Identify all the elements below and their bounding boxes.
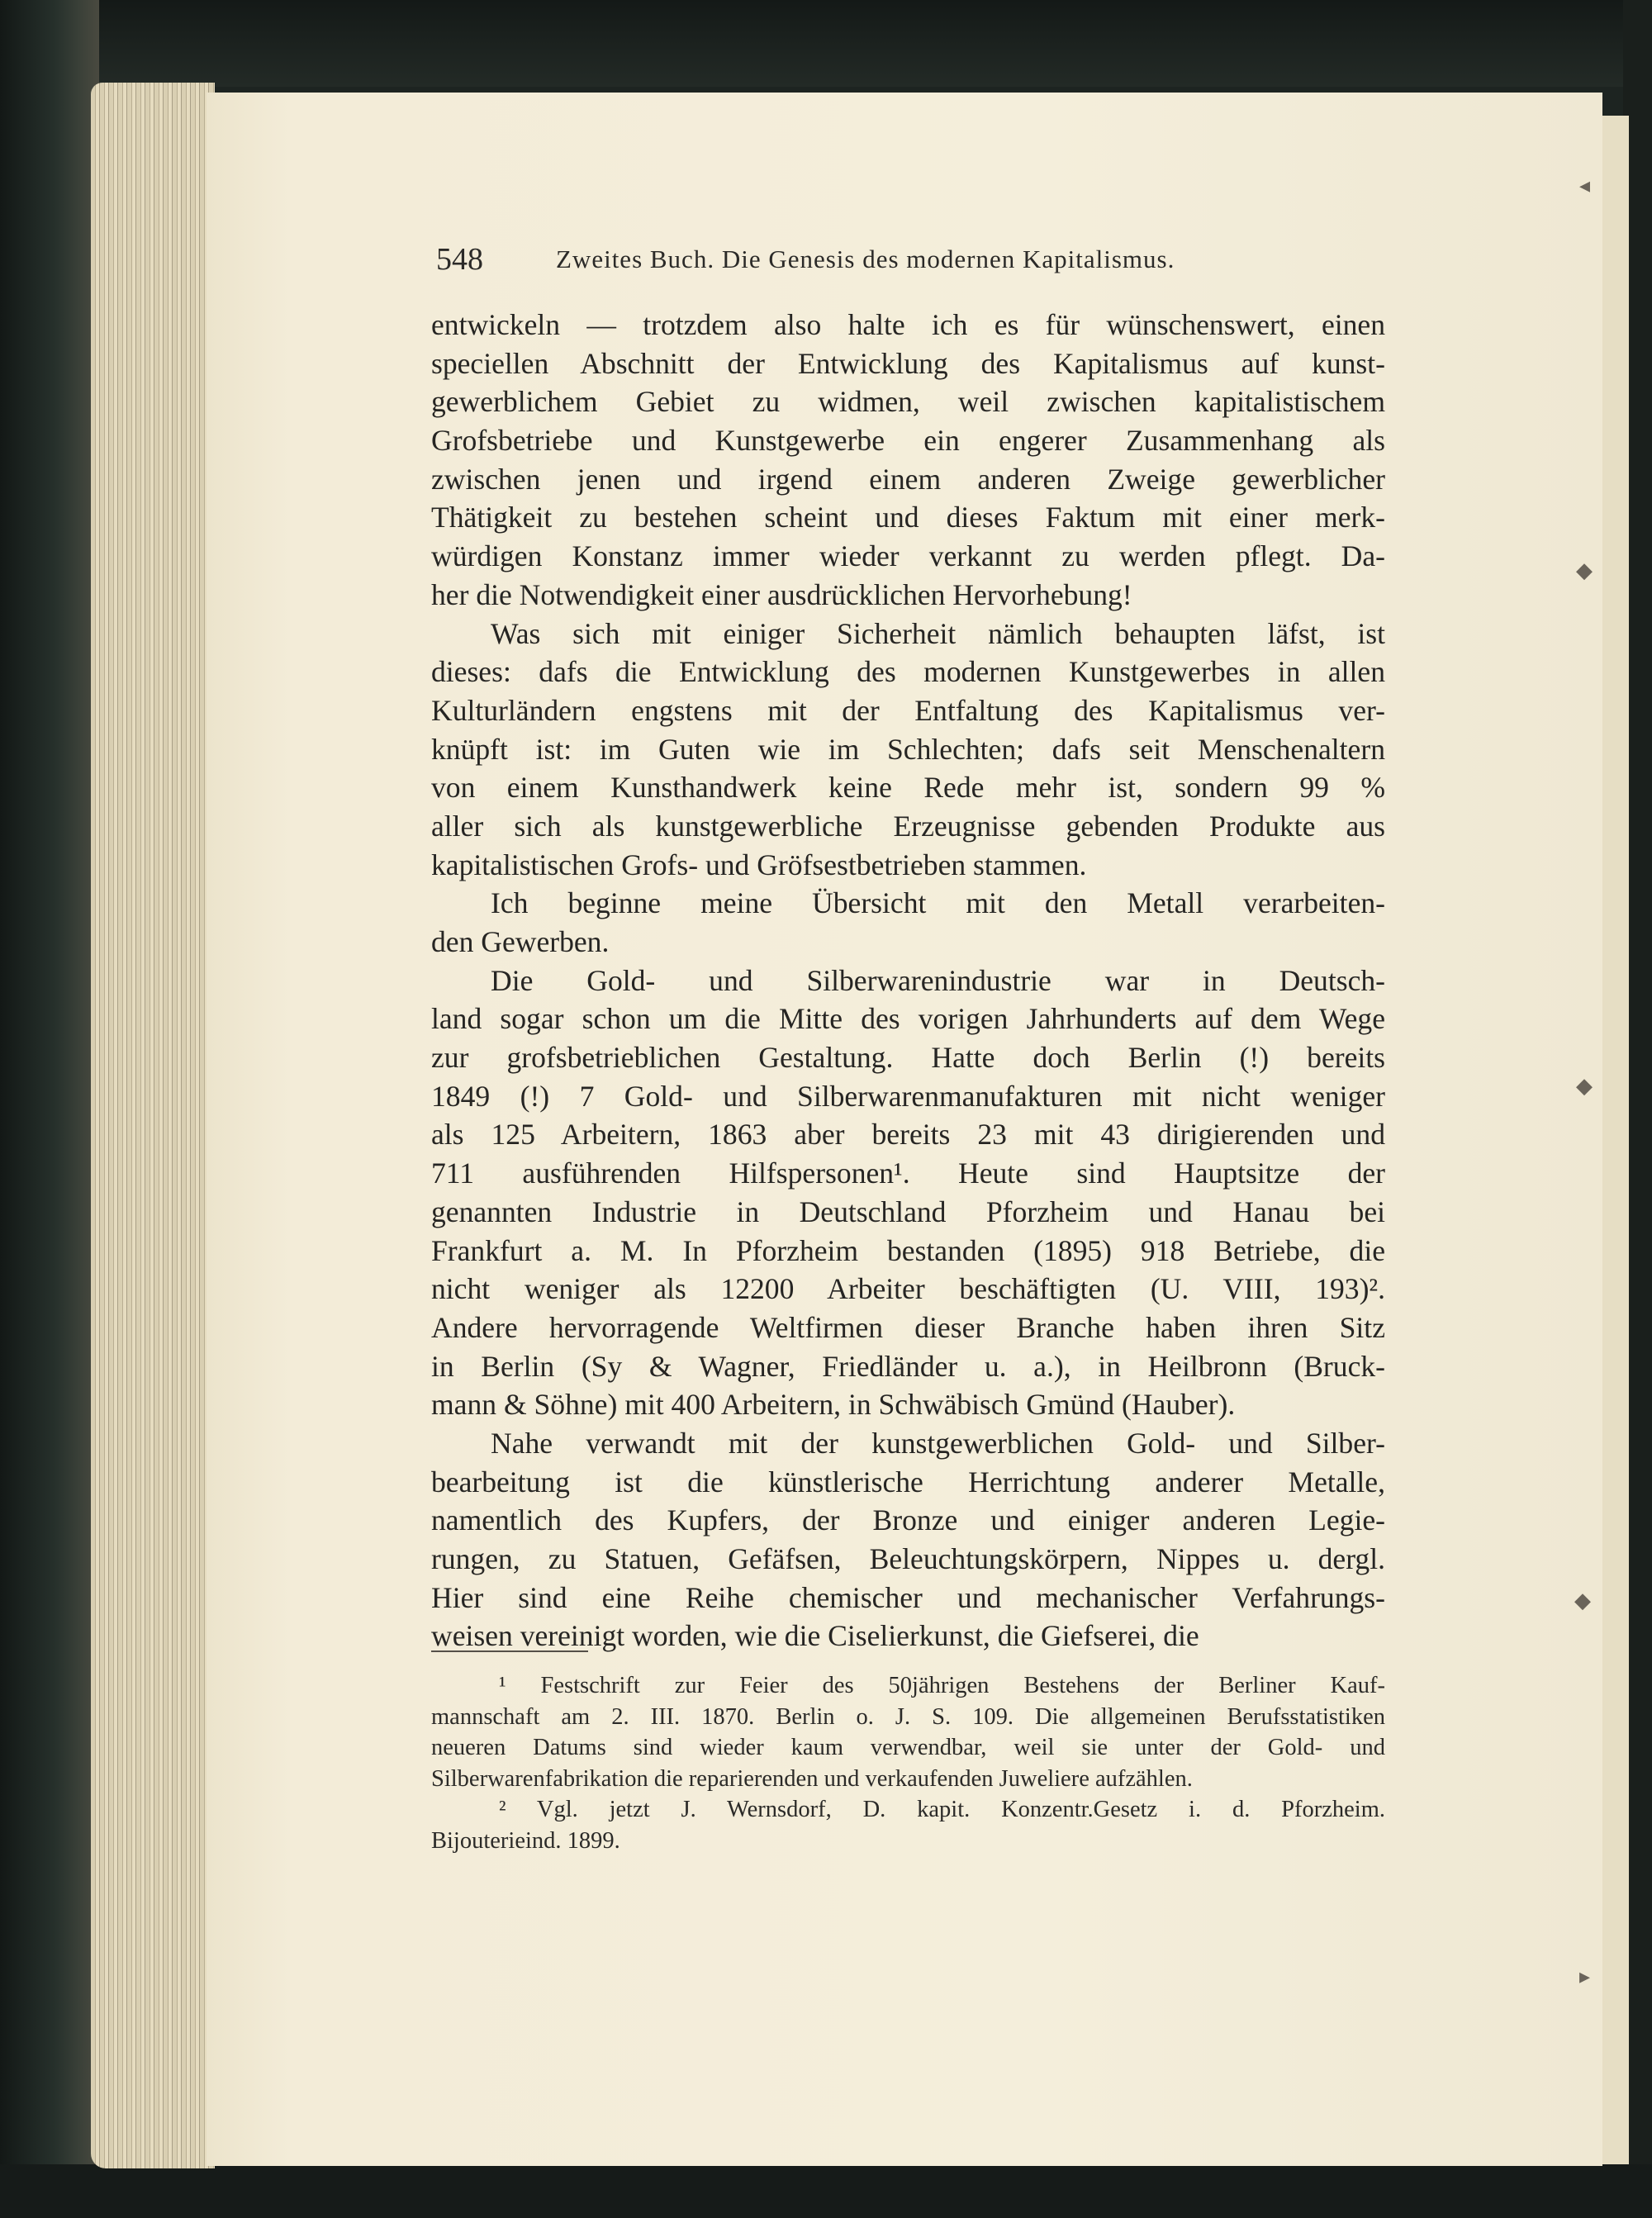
facing-page-edge (1598, 116, 1629, 2164)
paragraph-line: kapitalistischen Grofs- und Gröfsestbetrieben stammen. (431, 848, 1087, 881)
margin-mark: ◆ (1576, 558, 1593, 582)
paragraph-line: aller sich als kunstgewerbliche Erzeugnisse gebenden Produkte aus (431, 809, 1385, 843)
paragraph-line: zwischen jenen und irgend einem anderen Zweige gewerblicher (431, 462, 1385, 496)
book-cover-top (0, 0, 1652, 87)
page-edges (91, 83, 215, 2168)
paragraph-line: mann & Söhne) mit 400 Arbeitern, in Schwäbisch Gmünd (Hauber). (431, 1388, 1236, 1422)
paragraph-line: entwickeln — trotzdem also halte ich es für wünschenswert, einen (431, 308, 1385, 341)
paragraph-line: gewerblichem Gebiet zu widmen, weil zwischen kapitalistischem (431, 385, 1385, 419)
book-cover-bottom (0, 2164, 1652, 2218)
paragraph-line: speciellen Abschnitt der Entwicklung des Kapitalismus auf kunst- (431, 346, 1385, 380)
paragraph-line: Andere hervorragende Weltfirmen dieser Branche haben ihren Sitz (431, 1310, 1385, 1344)
paragraph-line: namentlich des Kupfers, der Bronze und einiger anderen Legie- (431, 1503, 1385, 1537)
footnote-line: neueren Datums sind wieder kaum verwendbar, weil sie unter der Gold- und (431, 1735, 1385, 1760)
footnote-line: Bijouterieind. 1899. (431, 1827, 620, 1854)
paragraph-line: Die Gold- und Silberwarenindustrie war in Deutsch- (491, 963, 1385, 997)
margin-mark: ▸ (1579, 1964, 1591, 1988)
book-cover-left (0, 0, 99, 2218)
body-text (431, 306, 1385, 1655)
paragraph-line: von einem Kunsthandwerk keine Rede mehr ist, sondern 99 % (431, 771, 1385, 805)
footnotes (431, 1670, 1385, 1856)
margin-mark: ◆ (1576, 1074, 1593, 1098)
paragraph-line: rungen, zu Statuen, Gefäfsen, Beleuchtungskörpern, Nippes u. dergl. (431, 1542, 1385, 1575)
margin-mark: ◆ (1574, 1589, 1591, 1612)
paragraph-line: Grofsbetriebe und Kunstgewerbe ein engerer Zusammenhang als (431, 424, 1385, 458)
paragraph-line: den Gewerben. (431, 925, 610, 958)
page-number: 548 (436, 242, 483, 277)
paragraph-line: Kulturländern engstens mit der Entfaltung des Kapitalismus ver- (431, 693, 1385, 727)
footnote-line: ¹ Festschrift zur Feier des 50jährigen Bestehens der Berliner Kauf- (499, 1673, 1385, 1698)
footnote-line: mannschaft am 2. III. 1870. Berlin o. J. S. 109. Die allgemeinen Berufsstatistiken (431, 1703, 1385, 1730)
paragraph-line: in Berlin (Sy & Wagner, Friedländer u. a.), in Heilbronn (Bruck- (431, 1349, 1385, 1383)
paragraph-line: Was sich mit einiger Sicherheit nämlich behaupten läfst, ist (491, 616, 1385, 650)
paragraph-line: her die Notwendigkeit einer ausdrücklichen Hervorhebung! (431, 577, 1132, 611)
margin-mark: ◂ (1579, 173, 1591, 197)
paragraph-line: 711 ausführenden Hilfspersonen¹. Heute sind Hauptsitze der (431, 1156, 1385, 1190)
running-title: Zweites Buch. Die Genesis des modernen Kapitalismus. (556, 245, 1175, 273)
paragraph-line: Ich beginne meine Übersicht mit den Metall verarbeiten- (491, 886, 1385, 920)
paragraph-line: als 125 Arbeitern, 1863 aber bereits 23 mit 43 dirigierenden und (431, 1118, 1385, 1152)
paragraph-line: nicht weniger als 12200 Arbeiter beschäftigten (U. VIII, 193)². (431, 1272, 1385, 1306)
paragraph-line: würdigen Konstanz immer wieder verkannt zu werden pflegt. Da- (431, 539, 1385, 573)
paragraph-line: 1849 (!) 7 Gold- und Silberwarenmanufakturen mit nicht weniger (431, 1079, 1385, 1113)
paragraph-line: dieses: dafs die Entwicklung des modernen Kunstgewerbes in allen (431, 655, 1385, 689)
paragraph-line: land sogar schon um die Mitte des vorigen Jahrhunderts auf dem Wege (431, 1002, 1385, 1036)
paragraph-line: knüpft ist: im Guten wie im Schlechten; dafs seit Menschenaltern (431, 732, 1385, 766)
paragraph-line: bearbeitung ist die künstlerische Herrichtung anderer Metalle, (431, 1465, 1385, 1498)
paragraph-line: Nahe verwandt mit der kunstgewerblichen Gold- und Silber- (491, 1426, 1385, 1460)
paragraph-line: weisen vereinigt worden, wie die Ciselierkunst, die Giefserei, die (431, 1619, 1199, 1653)
footnote-line: ² Vgl. jetzt J. Wernsdorf, D. kapit. Konzentr.Gesetz i. d. Pforzheim. (499, 1797, 1385, 1822)
running-head (436, 241, 1394, 283)
paragraph-line: Frankfurt a. M. In Pforzheim bestanden (1895) 918 Betriebe, die (431, 1233, 1385, 1267)
paragraph-line: Thätigkeit zu bestehen scheint und dieses Faktum mit einer merk- (431, 501, 1385, 534)
paragraph-line: genannten Industrie in Deutschland Pforzheim und Hanau bei (431, 1194, 1385, 1228)
footnote-line: Silberwarenfabrikation die reparierenden und verkaufenden Juweliere aufzählen. (431, 1765, 1193, 1792)
footnote-rule (431, 1650, 588, 1652)
paragraph-line: zur grofsbetrieblichen Gestaltung. Hatte doch Berlin (!) bereits (431, 1041, 1385, 1075)
paragraph-line: Hier sind eine Reihe chemischer und mechanischer Verfahrungs- (431, 1580, 1385, 1614)
